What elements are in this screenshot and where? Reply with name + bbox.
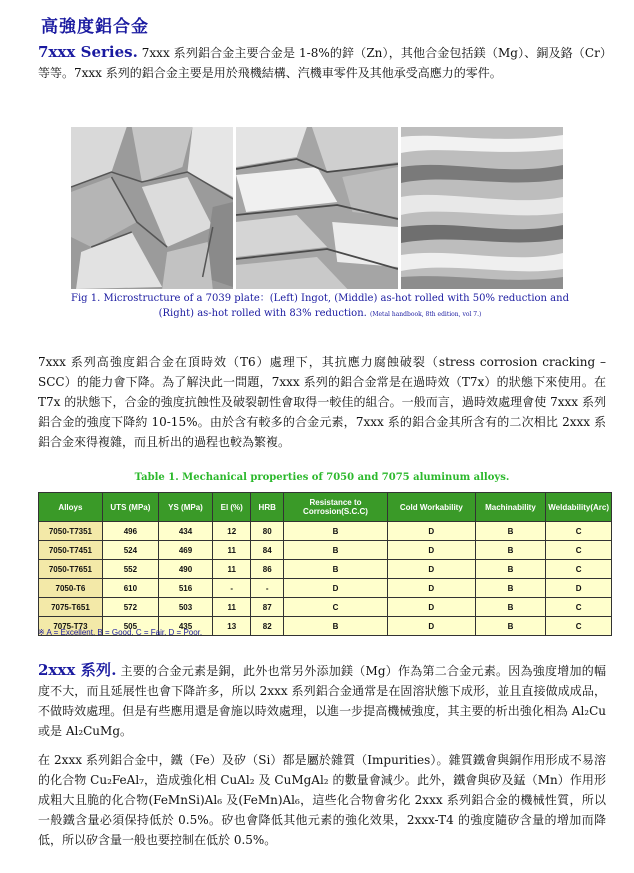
cell-cold-workability: D: [387, 560, 475, 579]
col-header-machinability: Machinability: [475, 493, 546, 522]
cell-alloy: 7050-T7351: [39, 522, 103, 541]
cell-machinability: B: [475, 598, 546, 617]
cell-cold-workability: D: [387, 579, 475, 598]
paragraph-7xxx-aging: 7xxx 系列高強度鋁合金在頂時效（T6）處理下，其抗應力腐蝕破裂（stress corrosion cracking – SCC）的能力會下降。為了解決此一問題，7xxx 系列的鋁合金常是在過時效（T7x）的狀態下來使用。在 T7x 的狀態下，合金的強度抗蝕性及破裂韌性會取得一較佳的組合。一般而言，過時效處理會使 7xxx 系列鋁合金的強度下降約 10-15%。由於含有較多的合金元素，7xxx 系的鋁合金其所含有的二次相比 2xxx 系鋁合金來得複雜，而且析出的過程也較為繁複。: [38, 355, 606, 449]
table-row: [39, 598, 612, 617]
cell-weldability: C: [546, 560, 612, 579]
cell-ys: 503: [158, 598, 212, 617]
cell-cold-workability: D: [387, 617, 475, 636]
cell-weldability: C: [546, 541, 612, 560]
cell-weldability: C: [546, 617, 612, 636]
cell-corrosion: B: [284, 541, 388, 560]
col-header-uts: UTS (MPa): [102, 493, 158, 522]
cell-elongation: 12: [213, 522, 251, 541]
col-header-cold-workability: Cold Workability: [387, 493, 475, 522]
table-row: [39, 541, 612, 560]
table-row: [39, 579, 612, 598]
table-caption: Table 1. Mechanical properties of 7050 and 7075 aluminum alloys.: [134, 472, 510, 483]
col-header-ys: YS (MPa): [158, 493, 212, 522]
cell-uts: 524: [102, 541, 158, 560]
figure-caption: [70, 291, 570, 322]
cell-machinability: B: [475, 579, 546, 598]
intro-paragraph-7xxx: [38, 42, 606, 83]
cell-cold-workability: D: [387, 598, 475, 617]
cell-corrosion: D: [284, 579, 388, 598]
cell-weldability: C: [546, 522, 612, 541]
cell-uts: 496: [102, 522, 158, 541]
cell-alloy: 7050-T6: [39, 579, 103, 598]
cell-cold-workability: D: [387, 522, 475, 541]
cell-alloy: 7075-T73: [39, 617, 103, 636]
section-text-7xxx: 7xxx 系列鋁合金主要合金是 1-8%的鋅（Zn），其他合金包括鎂（Mg）、銅及鉻（Cr）等等。7xxx 系列的鋁合金主要是用於飛機結構、汽機車零件及其他承受高應力的零件。: [38, 46, 606, 80]
cell-machinability: B: [475, 522, 546, 541]
cell-elongation: 11: [213, 560, 251, 579]
cell-uts: 552: [102, 560, 158, 579]
cell-ys: 516: [158, 579, 212, 598]
cell-hrb: 80: [251, 522, 284, 541]
figure-caption-source: (Metal handbook, 8th edition, vol 7.): [370, 311, 482, 318]
micrograph-left: [71, 127, 233, 289]
section-lead-2xxx: 2xxx 系列.: [38, 661, 117, 679]
paragraph-2xxx-intro: [38, 660, 606, 741]
table-header-row: [39, 493, 612, 522]
cell-ys: 434: [158, 522, 212, 541]
cell-machinability: B: [475, 560, 546, 579]
cell-elongation: 11: [213, 598, 251, 617]
figure-caption-line2: (Right) as-hot rolled with 83% reduction.: [158, 308, 367, 319]
cell-machinability: B: [475, 617, 546, 636]
col-header-alloys: Alloys: [39, 493, 103, 522]
section-text-2xxx: 主要的合金元素是銅，此外也常另外添加鎂（Mg）作為第二合金元素。因為強度增加的幅度不大，而且延展性也會下降許多，所以 2xxx 系列鋁合金通常是在固溶狀態下成形，並且直接做成成品，不做時效處理。但是有些應用還是會施以時效處理，以進一步提高機械強度，其主要的析出強化相為 Al₂Cu 或是 Al₂CuMg。: [38, 664, 606, 738]
cell-alloy: 7050-T7451: [39, 541, 103, 560]
cell-hrb: 82: [251, 617, 284, 636]
cell-alloy: 7050-T7651: [39, 560, 103, 579]
col-header-corrosion: Resistance to Corrosion(S.C.C): [284, 493, 388, 522]
cell-hrb: -: [251, 579, 284, 598]
micrograph-right: [401, 127, 563, 289]
cell-corrosion: C: [284, 598, 388, 617]
table-row: [39, 522, 612, 541]
mechanical-properties-table: [38, 492, 612, 636]
cell-weldability: D: [546, 579, 612, 598]
microstructure-figure: [71, 127, 563, 289]
cell-ys: 435: [158, 617, 212, 636]
table-row: [39, 560, 612, 579]
cell-hrb: 87: [251, 598, 284, 617]
cell-weldability: C: [546, 598, 612, 617]
cell-machinability: B: [475, 541, 546, 560]
figure-caption-line1: Fig 1. Microstructure of a 7039 plate：(Left) Ingot, (Middle) as-hot rolled with 50% reduction and: [71, 293, 569, 304]
col-header-weldability: Weldability(Arc): [546, 493, 612, 522]
cell-corrosion: B: [284, 560, 388, 579]
cell-ys: 490: [158, 560, 212, 579]
col-header-elongation: El (%): [213, 493, 251, 522]
cell-hrb: 86: [251, 560, 284, 579]
section-lead-7xxx: 7xxx Series.: [38, 43, 138, 61]
table-legend: ※ A = Excellent. B = Good. C = Fair. D = Poor.: [38, 628, 203, 637]
page-title: 高強度鋁合金: [41, 17, 149, 37]
cell-ys: 469: [158, 541, 212, 560]
col-header-hrb: HRB: [251, 493, 284, 522]
cell-elongation: 11: [213, 541, 251, 560]
cell-uts: 610: [102, 579, 158, 598]
cell-corrosion: B: [284, 522, 388, 541]
cell-uts: 572: [102, 598, 158, 617]
cell-elongation: 13: [213, 617, 251, 636]
cell-uts: 505: [102, 617, 158, 636]
cell-alloy: 7075-T651: [39, 598, 103, 617]
cell-elongation: -: [213, 579, 251, 598]
cell-corrosion: B: [284, 617, 388, 636]
cell-cold-workability: D: [387, 541, 475, 560]
micrograph-middle: [236, 127, 398, 289]
paragraph-2xxx-impurities: 在 2xxx 系列鋁合金中，鐵（Fe）及矽（Si）都是屬於雜質（Impurities）。雜質鐵會與銅作用形成不易溶的化合物 Cu₂FeAl₇，造成強化相 CuAl₂ 及 CuMgAl₂ 的數量會減少。此外，鐵會與矽及錳（Mn）作用形成粗大且脆的化合物(FeMnSi)Al₆ 及(FeMn)Al₆，這些化合物會劣化 2xxx 系列鋁合金的機械性質，所以一般鐵含量必須保持低於 0.5%。矽也會降低其他元素的強化效果，2xxx-T4 的強度隨矽含量的增加而降低，所以矽含量一般也要控制在低於 0.5%。: [38, 753, 606, 847]
cell-hrb: 84: [251, 541, 284, 560]
